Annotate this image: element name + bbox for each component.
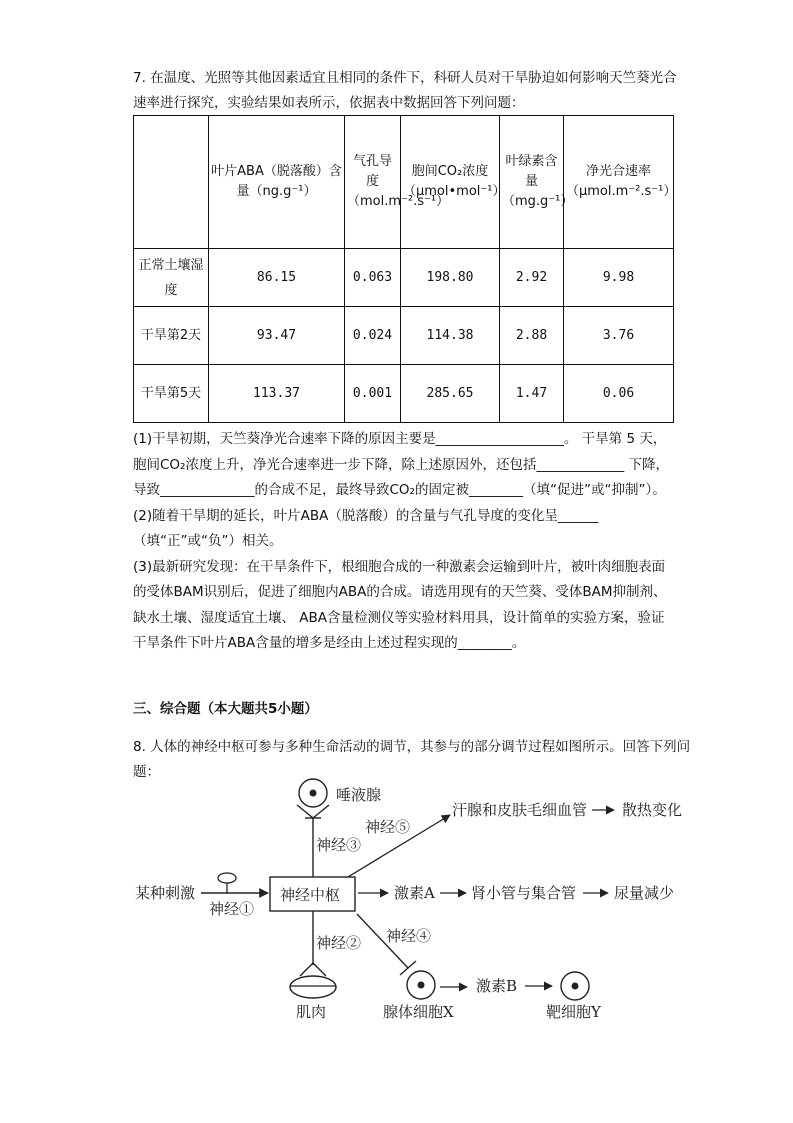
table-cell: 2.88 [500,307,564,365]
nerve2-label: 神经② [316,934,362,952]
header-cell-co2: 胞间CO₂浓度（μmol•mol⁻¹） [401,116,500,249]
table-cell: 2.92 [500,249,564,307]
nerve3-label: 神经③ [316,836,362,854]
hormoneA-label: 激素A [394,884,435,902]
section-title: 三、综合题（本大题共5小题） [133,701,318,717]
q7-intro: 7. 在温度、光照等其他因素适宜且相同的条件下，科研人员对干旱胁迫如何影响天竺葵光合速率进行探究，实验结果如表所示，依据表中数据回答下列问题： [133,70,677,111]
sweat-skin-label: 汗腺和皮肤毛细血管 [452,801,588,819]
table-cell: 3.76 [564,307,674,365]
nerve-center-label: 神经中枢 [280,886,341,904]
nerve1-label: 神经① [209,900,255,918]
row-label: 干旱第5天 [134,365,209,423]
nerve5-label: 神经⑤ [365,818,411,836]
table-cell: 0.024 [345,307,401,365]
table-cell: 0.063 [345,249,401,307]
target-y-nucleus [572,983,579,990]
row-label: 正常土壤湿度 [134,249,209,307]
header-cell-photosynthesis: 净光合速率（μmol.m⁻².s⁻¹） [564,116,674,249]
stimulus-label: 某种刺激 [135,884,196,902]
header-cell-stomatal: 气孔导度（mol.m⁻².s⁻¹） [345,116,401,249]
table-cell: 93.47 [209,307,345,365]
table-cell: 0.001 [345,365,401,423]
table-cell: 9.98 [564,249,674,307]
heat-change-label: 散热变化 [622,801,683,819]
question-3: (3)最新研究发现：在干旱条件下，根细胞合成的一种激素会运输到叶片，被叶肉细胞表面的受体BAM识别后，促进了细胞内ABA的合成。请选用现有的天竺葵、受体BAM抑制剂、缺水土壤、湿度适宜土壤、 ABA含量检测仪等实验材料用具，设计简单的实验方案，验证干旱条件下叶片ABA含量的增多是经由上述过程实现的________。 [133,558,667,651]
question-1: (1)干旱初期，天竺葵净光合速率下降的原因主要是___________________。 干旱第 5 天，胞间CO₂浓度上升，净光合速率进一步下降，除上述原因外，还包括_____________ 下降，导致______________的合成不足，最终导致CO₂的固定被________（填“促进”或“抑制”）。 [133,431,670,498]
table-cell: 198.80 [401,249,500,307]
salivary-gland-cell [297,779,329,818]
gland-x-nucleus [418,982,425,989]
table-cell: 86.15 [209,249,345,307]
row-label: 干旱第2天 [134,307,209,365]
urine-label: 尿量减少 [614,884,675,902]
receptor-icon [218,873,236,883]
nerve4-label: 神经④ [386,927,432,945]
table-cell: 113.37 [209,365,345,423]
q8-intro: 8. 人体的神经中枢可参与多种生命活动的调节，其参与的部分调节过程如图所示。回答下列问题： [133,739,691,780]
gland-x-label: 腺体细胞X [383,1003,454,1021]
table-cell: 1.47 [500,365,564,423]
muscle-icon [290,976,336,998]
kidney-label: 肾小管与集合管 [471,884,577,902]
muscle-label: 肌肉 [296,1003,327,1021]
salivary-gland-label: 唾液腺 [336,786,382,804]
question-2: (2)随着干旱期的延长，叶片ABA（脱落酸）的含量与气孔导度的变化呈______（填“正”或“负”）相关。 [133,507,599,549]
hormoneB-label: 激素B [476,977,518,995]
table-cell: 114.38 [401,307,500,365]
table-cell: 0.06 [564,365,674,423]
table-cell: 285.65 [401,365,500,423]
target-y-label: 靶细胞Y [546,1003,601,1021]
header-cell-chlorophyll: 叶绿素含量（mg.g⁻¹） [500,116,564,249]
header-cell-aba: 叶片ABA（脱落酸）含量（ng.g⁻¹） [209,116,345,249]
